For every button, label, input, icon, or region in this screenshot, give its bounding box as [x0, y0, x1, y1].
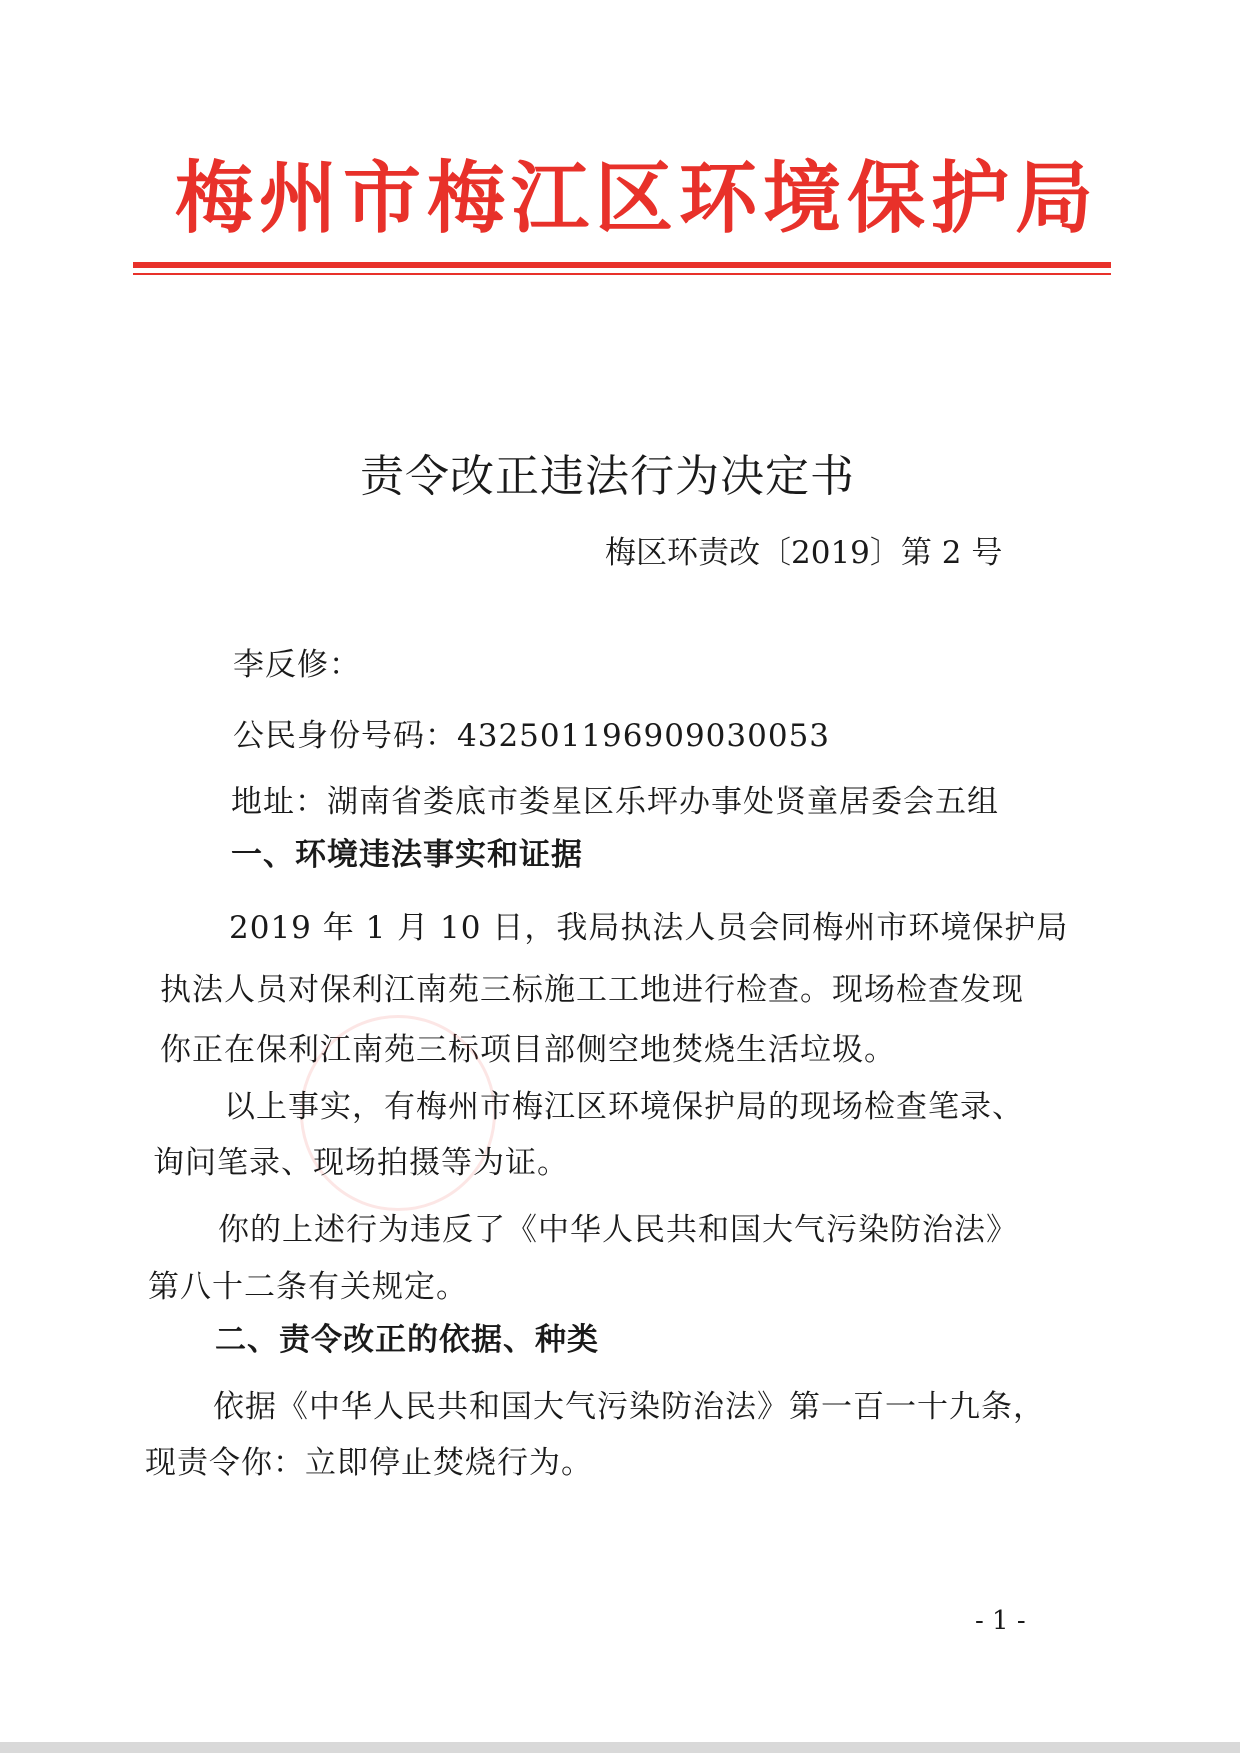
scan-bottom-edge [0, 1742, 1240, 1753]
basis-paragraph-line: 现责令你：立即停止焚烧行为。 [145, 1445, 593, 1481]
facts-paragraph-line: 2019 年 1 月 10 日，我局执法人员会同梅州市环境保护局 [229, 910, 1069, 946]
evidence-paragraph-line: 以上事实，有梅州市梅江区环境保护局的现场检查笔录、 [224, 1089, 1024, 1125]
agency-header: 梅州市梅江区环境保护局 [175, 153, 1100, 244]
violation-paragraph-line: 第八十二条有关规定。 [148, 1269, 468, 1305]
basis-paragraph-line: 依据《中华人民共和国大气污染防治法》第一百一十九条， [213, 1389, 1045, 1425]
facts-paragraph-line: 你正在保利江南苑三标项目部侧空地焚烧生活垃圾。 [160, 1032, 896, 1068]
evidence-paragraph-line: 询问笔录、现场拍摄等为证。 [153, 1145, 569, 1181]
page-number: - 1 - [975, 1606, 1026, 1636]
section-heading-basis: 二、责令改正的依据、种类 [215, 1322, 599, 1358]
document-number: 梅区环责改〔2019〕第 2 号 [605, 535, 1003, 571]
recipient-address: 地址：湖南省娄底市娄星区乐坪办事处贤童居委会五组 [231, 784, 999, 820]
document-title: 责令改正违法行为决定书 [360, 451, 855, 502]
facts-paragraph-line: 执法人员对保利江南苑三标施工工地进行检查。现场检查发现 [160, 972, 1024, 1008]
recipient-id: 公民身份号码：432501196909030053 [233, 718, 831, 754]
header-red-rule-thin [133, 273, 1111, 275]
section-heading-facts: 一、环境违法事实和证据 [231, 837, 583, 873]
violation-paragraph-line: 你的上述行为违反了《中华人民共和国大气污染防治法》 [218, 1212, 1018, 1248]
recipient-name: 李反修： [233, 647, 361, 683]
header-red-rule [133, 262, 1111, 268]
